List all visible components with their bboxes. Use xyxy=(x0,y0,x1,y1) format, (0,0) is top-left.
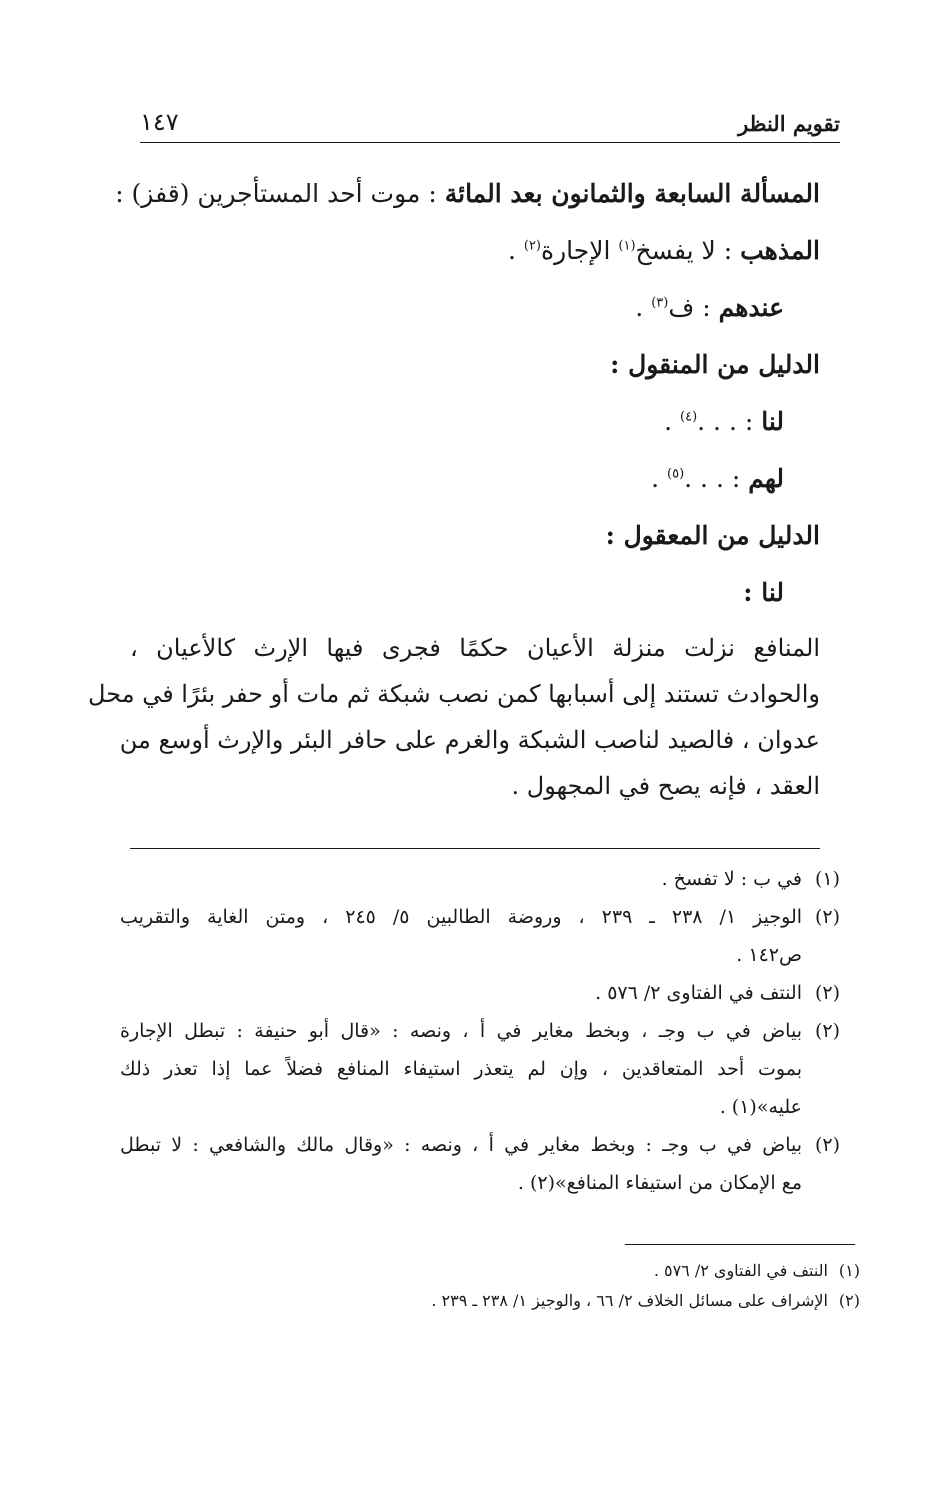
paragraph-line: العقد ، فإنه يصح في المجهول . xyxy=(511,772,820,800)
argument-paragraph xyxy=(88,625,820,809)
indahum-label: عندهم xyxy=(718,293,784,322)
footnote-line: بياض في ب وجـ ، وبخط مغاير في أ ، ونصه : «قال أبو حنيفة : تبطل الإجارة xyxy=(120,1020,802,1042)
footnote-item xyxy=(120,1126,840,1202)
footnote-line: في ب : لا تفسخ . xyxy=(661,868,802,890)
subnote-text: الإشراف على مسائل الخلاف ٢/ ٦٦ ، والوجيز ١/ ٢٣٨ ـ ٢٣٩ . xyxy=(431,1291,828,1310)
footnote-line: النتف في الفتاوى ٢/ ٥٧٦ . xyxy=(595,982,802,1004)
madhhab-line xyxy=(130,222,820,279)
footnote-item xyxy=(120,974,840,1012)
subnotes xyxy=(360,1256,860,1316)
footnote-ref-1: (١) xyxy=(618,238,636,254)
paragraph-line: عدوان ، فالصيد لناصب الشبكة والغرم على حافر البئر والإرث أوسع من xyxy=(119,726,820,754)
subnote-rule xyxy=(625,1244,855,1245)
lahum-dots: : . . . xyxy=(684,464,741,493)
footnote-number: (٢) xyxy=(814,906,840,928)
footnote-item xyxy=(120,1012,840,1126)
footnote-ref-5: (٥) xyxy=(667,466,685,482)
footnote-rule xyxy=(130,848,820,849)
issue-title-rest: : موت أحد المستأجرين (قفز) : xyxy=(115,179,437,208)
madhhab-end: . xyxy=(507,236,524,265)
subnote-number: (١) xyxy=(838,1261,860,1280)
footnote-line: عليه»(١) . xyxy=(719,1096,802,1118)
footnote-number: (١) xyxy=(814,868,840,890)
running-title: تقويم النظر xyxy=(738,111,840,136)
footnote-number: (٢) xyxy=(814,982,840,1004)
footnote-item xyxy=(120,898,840,974)
subnote-item xyxy=(360,1256,860,1286)
subnote-text: النتف في الفتاوى ٢/ ٥٧٦ . xyxy=(653,1261,828,1280)
footnote-ref-3: (٣) xyxy=(651,295,669,311)
page-header xyxy=(140,96,840,136)
madhhab-text-a: : لا يفسخ xyxy=(635,236,733,265)
footnote-line: ص١٤٢ . xyxy=(736,944,802,966)
footnote-ref-2: (٢) xyxy=(523,238,541,254)
footnote-ref-4: (٤) xyxy=(680,409,698,425)
lana2-label: لنا : xyxy=(743,578,784,607)
madhhab-label: المذهب xyxy=(740,236,820,265)
subnote-number: (٢) xyxy=(838,1291,860,1310)
paragraph-line: المنافع نزلت منزلة الأعيان حكمًا فجرى فيها الإرث كالأعيان ، xyxy=(130,634,820,662)
lana-end: . xyxy=(664,407,681,436)
footnotes xyxy=(120,860,840,1202)
lahum-end: . xyxy=(651,464,668,493)
page-number: ١٤٧ xyxy=(140,108,179,136)
lahum-label: لهم xyxy=(748,464,784,493)
lahum-line xyxy=(130,450,820,507)
indahum-text: : ف xyxy=(668,293,711,322)
footnote-item xyxy=(120,860,840,898)
footnote-number: (٢) xyxy=(814,1020,840,1042)
indahum-end: . xyxy=(635,293,652,322)
issue-title xyxy=(115,165,820,222)
footnote-line: بياض في ب وجـ : وبخط مغاير في أ ، ونصه : «وقال مالك والشافعي : لا تبطل xyxy=(120,1134,802,1156)
footnote-number: (٢) xyxy=(814,1134,840,1156)
paragraph-line: والحوادث تستند إلى أسبابها كمن نصب شبكة ثم مات أو حفر بئرًا في محل xyxy=(88,680,820,708)
lana-label: لنا xyxy=(761,407,784,436)
footnote-line: مع الإمكان من استيفاء المنافع»(٢) . xyxy=(517,1172,802,1194)
indahum-line xyxy=(130,279,820,336)
lana-dots: : . . . xyxy=(697,407,754,436)
manqul-heading: الدليل من المنقول : xyxy=(610,350,820,379)
issue-title-bold: المسألة السابعة والثمانون بعد المائة xyxy=(444,179,820,208)
main-text xyxy=(88,165,820,809)
maqul-heading: الدليل من المعقول : xyxy=(605,521,820,550)
lana-line xyxy=(130,393,820,450)
madhhab-text-b: الإجارة xyxy=(541,236,619,265)
header-rule xyxy=(140,142,840,143)
subnote-item xyxy=(360,1286,860,1316)
footnote-line: بموت أحد المتعاقدين ، وإن لم يتعذر استيفاء المنافع فضلاً عما إذا تعذر ذلك xyxy=(120,1058,802,1080)
footnote-line: الوجيز ١/ ٢٣٨ ـ ٢٣٩ ، وروضة الطالبين ٥/ ٢٤٥ ، ومتن الغاية والتقريب xyxy=(120,906,803,928)
